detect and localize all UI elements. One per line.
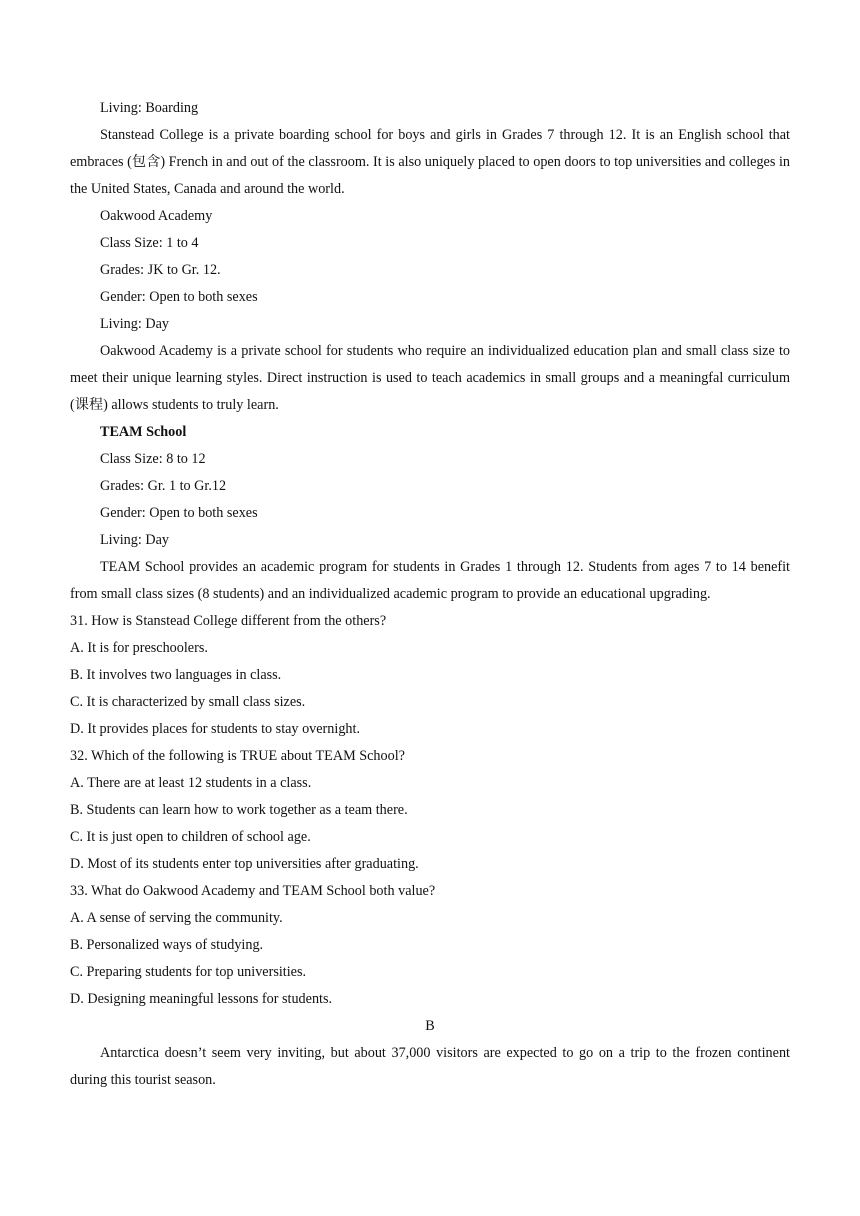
section-b-intro: Antarctica doesn’t seem very inviting, but about 37,000 visitors are expected to go on a trip to the frozen continent during this tourist season. <box>70 1045 790 1088</box>
question-32-option-a: A. There are at least 12 students in a class. <box>70 775 312 791</box>
oakwood-description: Oakwood Academy is a private school for students who require an individualized education plan and small class size to meet their unique learning styles. Direct instruction is used to teach academics in small groups and a meaningfal curriculum (课程) allows students to truly learn. <box>70 343 790 413</box>
oakwood-living: Living: Day <box>100 316 169 332</box>
oakwood-gender: Gender: Open to both sexes <box>100 289 258 305</box>
question-32-option-c: C. It is just open to children of school age. <box>70 829 311 845</box>
question-33-stem: 33. What do Oakwood Academy and TEAM School both value? <box>70 883 436 899</box>
stanstead-living: Living: Boarding <box>100 100 199 116</box>
question-32-option-b: B. Students can learn how to work together as a team there. <box>70 802 408 818</box>
question-31-stem: 31. How is Stanstead College different from the others? <box>70 613 387 629</box>
question-33-option-d: D. Designing meaningful lessons for students. <box>70 991 333 1007</box>
team-gender: Gender: Open to both sexes <box>100 505 258 521</box>
team-grades: Grades: Gr. 1 to Gr.12 <box>100 478 227 494</box>
question-31-option-c: C. It is characterized by small class sizes. <box>70 694 306 710</box>
section-b-heading: B <box>425 1018 435 1034</box>
document-page <box>70 95 790 1094</box>
question-33-option-c: C. Preparing students for top universities. <box>70 964 307 980</box>
question-33-option-b: B. Personalized ways of studying. <box>70 937 264 953</box>
question-32-option-d: D. Most of its students enter top universities after graduating. <box>70 856 419 872</box>
question-32-stem: 32. Which of the following is TRUE about TEAM School? <box>70 748 405 764</box>
oakwood-grades: Grades: JK to Gr. 12. <box>100 262 221 278</box>
team-description: TEAM School provides an academic program for students in Grades 1 through 12. Students from ages 7 to 14 benefit from small class sizes (8 students) and an individualized academic program to provide an educational upgrading. <box>70 559 790 602</box>
oakwood-name: Oakwood Academy <box>100 208 213 224</box>
stanstead-description: Stanstead College is a private boarding school for boys and girls in Grades 7 through 12. It is an English school that embraces (包含) French in and out of the classroom. It is also uniquely placed to open doors to top universities and colleges in the United States, Canada and around the world. <box>70 127 790 197</box>
team-name: TEAM School <box>100 424 187 440</box>
question-31-option-d: D. It provides places for students to stay overnight. <box>70 721 360 737</box>
oakwood-class-size: Class Size: 1 to 4 <box>100 235 199 251</box>
question-33-option-a: A. A sense of serving the community. <box>70 910 283 926</box>
team-class-size: Class Size: 8 to 12 <box>100 451 206 467</box>
team-living: Living: Day <box>100 532 169 548</box>
question-31-option-a: A. It is for preschoolers. <box>70 640 208 656</box>
question-31-option-b: B. It involves two languages in class. <box>70 667 282 683</box>
